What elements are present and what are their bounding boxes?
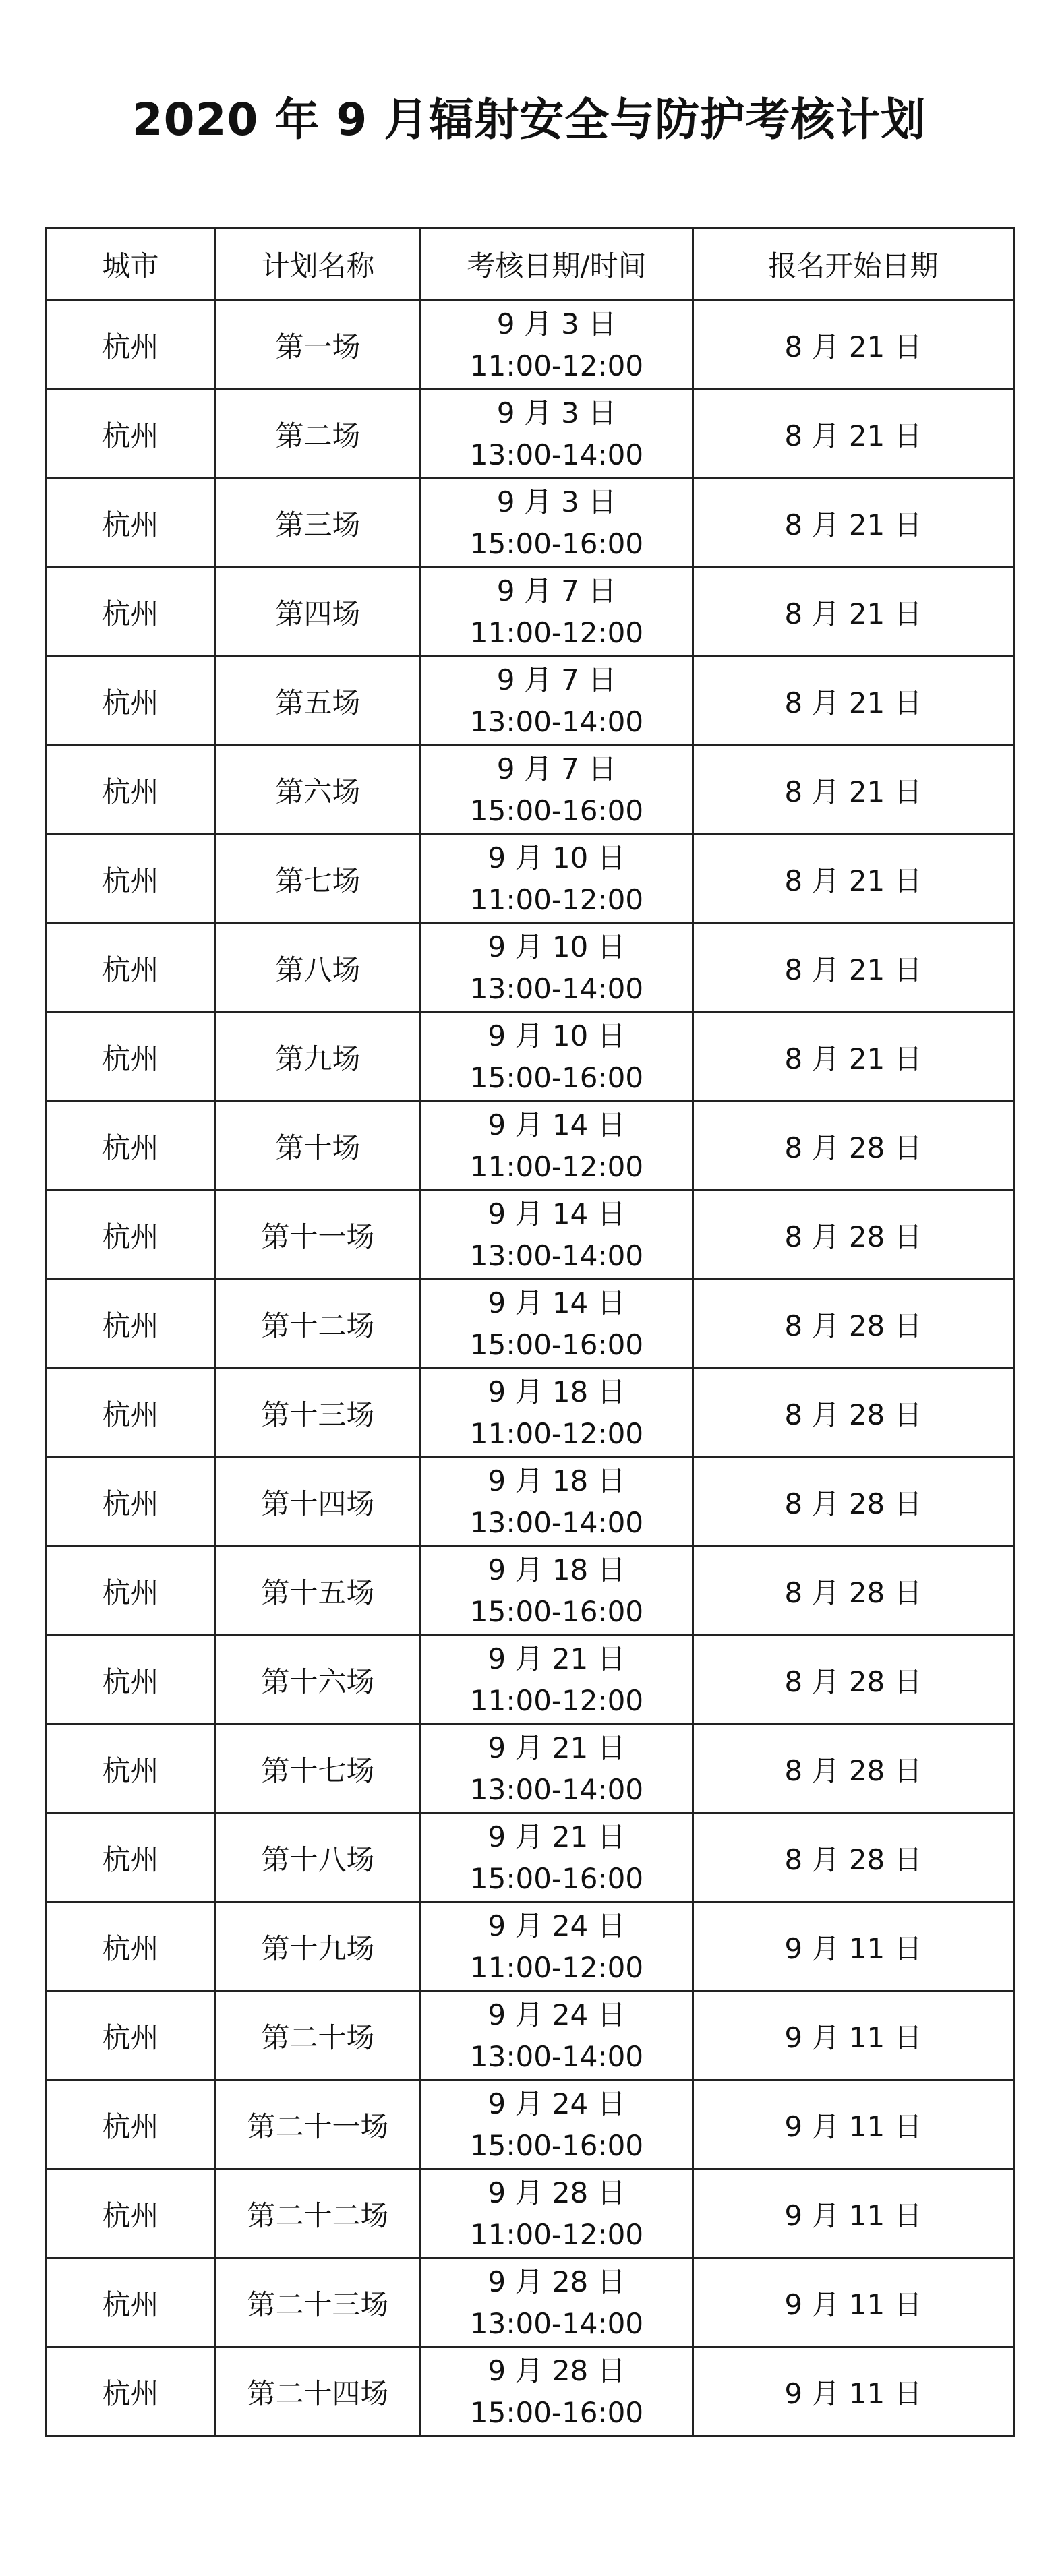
plan-name-cell: 第二十场 [216, 1991, 421, 2080]
exam-date-time-cell [421, 1903, 693, 1991]
exam-date-time-cell [421, 2258, 693, 2347]
exam-date-time-cell [421, 835, 693, 924]
exam-time: 11:00-12:00 [469, 2217, 644, 2251]
city-cell: 杭州 [46, 1903, 216, 1991]
plan-name-cell: 第八场 [216, 924, 421, 1013]
signup-start-date-cell: 8 月 21 日 [693, 568, 1014, 657]
city-cell: 杭州 [46, 479, 216, 568]
table-row [46, 1725, 1014, 1814]
header-exam-date-time: 考核日期/时间 [421, 229, 693, 301]
exam-time: 13:00-14:00 [469, 1505, 644, 1539]
table-row [46, 1991, 1014, 2080]
exam-date: 9 月 10 日 [488, 841, 626, 874]
exam-time: 15:00-16:00 [469, 1327, 644, 1361]
signup-start-date-cell: 8 月 21 日 [693, 924, 1014, 1013]
exam-time: 15:00-16:00 [469, 2395, 644, 2429]
exam-date-time-cell [421, 2169, 693, 2258]
plan-name-cell: 第十五场 [216, 1547, 421, 1636]
signup-start-date-cell: 9 月 11 日 [693, 2169, 1014, 2258]
plan-name-cell: 第四场 [216, 568, 421, 657]
exam-time: 13:00-14:00 [469, 2306, 644, 2340]
signup-start-date-cell: 9 月 11 日 [693, 1991, 1014, 2080]
plan-name-cell: 第二十二场 [216, 2169, 421, 2258]
city-cell: 杭州 [46, 924, 216, 1013]
city-cell: 杭州 [46, 1191, 216, 1280]
exam-date: 9 月 28 日 [488, 2265, 626, 2298]
exam-date-time-cell [421, 1636, 693, 1725]
exam-date: 9 月 24 日 [488, 1998, 626, 2031]
header-city: 城市 [46, 229, 216, 301]
table-row [46, 1458, 1014, 1547]
exam-date-time-cell [421, 301, 693, 390]
city-cell: 杭州 [46, 1636, 216, 1725]
signup-start-date-cell: 8 月 21 日 [693, 479, 1014, 568]
table-row [46, 835, 1014, 924]
plan-name-cell: 第十七场 [216, 1725, 421, 1814]
exam-date: 9 月 10 日 [488, 930, 626, 963]
table-row [46, 1636, 1014, 1725]
city-cell: 杭州 [46, 390, 216, 479]
signup-start-date-cell: 9 月 11 日 [693, 1903, 1014, 1991]
table-row [46, 1280, 1014, 1369]
exam-date: 9 月 21 日 [488, 1642, 626, 1675]
exam-time: 15:00-16:00 [469, 527, 644, 560]
exam-date: 9 月 18 日 [488, 1464, 626, 1497]
exam-date: 9 月 18 日 [488, 1553, 626, 1586]
exam-date: 9 月 28 日 [488, 2176, 626, 2209]
city-cell: 杭州 [46, 746, 216, 835]
city-cell: 杭州 [46, 1547, 216, 1636]
table-row [46, 1102, 1014, 1191]
exam-time: 13:00-14:00 [469, 438, 644, 471]
exam-time: 15:00-16:00 [469, 2128, 644, 2162]
table-row [46, 2258, 1014, 2347]
exam-date-time-cell [421, 1547, 693, 1636]
city-cell: 杭州 [46, 2169, 216, 2258]
exam-date: 9 月 7 日 [496, 574, 617, 607]
plan-name-cell: 第十三场 [216, 1369, 421, 1458]
plan-name-cell: 第一场 [216, 301, 421, 390]
signup-start-date-cell: 8 月 28 日 [693, 1369, 1014, 1458]
table-row [46, 2080, 1014, 2169]
signup-start-date-cell: 8 月 21 日 [693, 1013, 1014, 1102]
city-cell: 杭州 [46, 835, 216, 924]
header-signup-start-date: 报名开始日期 [693, 229, 1014, 301]
exam-time: 13:00-14:00 [469, 1772, 644, 1806]
city-cell: 杭州 [46, 1814, 216, 1903]
exam-date-time-cell [421, 924, 693, 1013]
exam-date: 9 月 10 日 [488, 1019, 626, 1052]
exam-date-time-cell [421, 1280, 693, 1369]
table-row [46, 568, 1014, 657]
signup-start-date-cell: 8 月 28 日 [693, 1458, 1014, 1547]
exam-date: 9 月 18 日 [488, 1375, 626, 1408]
city-cell: 杭州 [46, 1991, 216, 2080]
signup-start-date-cell: 8 月 28 日 [693, 1725, 1014, 1814]
exam-time: 11:00-12:00 [469, 1416, 644, 1450]
exam-time: 11:00-12:00 [469, 1950, 644, 1984]
city-cell: 杭州 [46, 1369, 216, 1458]
exam-schedule-table [45, 227, 1015, 2437]
plan-name-cell: 第九场 [216, 1013, 421, 1102]
signup-start-date-cell: 9 月 11 日 [693, 2347, 1014, 2436]
table-row [46, 390, 1014, 479]
header-plan-name: 计划名称 [216, 229, 421, 301]
city-cell: 杭州 [46, 657, 216, 746]
exam-date-time-cell [421, 1458, 693, 1547]
signup-start-date-cell: 8 月 21 日 [693, 746, 1014, 835]
exam-date: 9 月 3 日 [496, 396, 617, 429]
signup-start-date-cell: 8 月 21 日 [693, 390, 1014, 479]
exam-date: 9 月 24 日 [488, 2087, 626, 2120]
exam-date-time-cell [421, 1725, 693, 1814]
plan-name-cell: 第十场 [216, 1102, 421, 1191]
city-cell: 杭州 [46, 1280, 216, 1369]
exam-date-time-cell [421, 1102, 693, 1191]
plan-name-cell: 第二十四场 [216, 2347, 421, 2436]
exam-date: 9 月 21 日 [488, 1820, 626, 1853]
exam-date-time-cell [421, 2080, 693, 2169]
exam-date-time-cell [421, 568, 693, 657]
table-row [46, 2169, 1014, 2258]
exam-time: 13:00-14:00 [469, 1238, 644, 1272]
table-header [46, 229, 1014, 301]
exam-date-time-cell [421, 1814, 693, 1903]
table-row [46, 1013, 1014, 1102]
exam-date: 9 月 14 日 [488, 1108, 626, 1141]
plan-name-cell: 第十九场 [216, 1903, 421, 1991]
exam-date-time-cell [421, 746, 693, 835]
exam-date: 9 月 3 日 [496, 307, 617, 340]
table-row [46, 479, 1014, 568]
exam-date-time-cell [421, 657, 693, 746]
table-row [46, 657, 1014, 746]
exam-time: 13:00-14:00 [469, 2039, 644, 2073]
exam-date-time-cell [421, 390, 693, 479]
city-cell: 杭州 [46, 301, 216, 390]
header-row [46, 229, 1014, 301]
exam-date: 9 月 21 日 [488, 1731, 626, 1764]
exam-date: 9 月 7 日 [496, 663, 617, 696]
city-cell: 杭州 [46, 568, 216, 657]
exam-time: 11:00-12:00 [469, 1149, 644, 1183]
city-cell: 杭州 [46, 1102, 216, 1191]
plan-name-cell: 第二场 [216, 390, 421, 479]
signup-start-date-cell: 8 月 21 日 [693, 657, 1014, 746]
table-row [46, 1547, 1014, 1636]
signup-start-date-cell: 9 月 11 日 [693, 2080, 1014, 2169]
exam-date-time-cell [421, 479, 693, 568]
table-row [46, 1369, 1014, 1458]
city-cell: 杭州 [46, 2258, 216, 2347]
exam-time: 11:00-12:00 [469, 349, 644, 382]
exam-time: 15:00-16:00 [469, 793, 644, 827]
exam-time: 15:00-16:00 [469, 1594, 644, 1628]
exam-date: 9 月 14 日 [488, 1286, 626, 1319]
exam-date: 9 月 28 日 [488, 2354, 626, 2387]
plan-name-cell: 第五场 [216, 657, 421, 746]
table-row [46, 746, 1014, 835]
plan-name-cell: 第十二场 [216, 1280, 421, 1369]
signup-start-date-cell: 8 月 28 日 [693, 1102, 1014, 1191]
city-cell: 杭州 [46, 1725, 216, 1814]
plan-name-cell: 第二十一场 [216, 2080, 421, 2169]
exam-date-time-cell [421, 1013, 693, 1102]
exam-time: 11:00-12:00 [469, 882, 644, 916]
exam-date-time-cell [421, 2347, 693, 2436]
exam-date-time-cell [421, 1369, 693, 1458]
exam-time: 13:00-14:00 [469, 705, 644, 738]
exam-date-time-cell [421, 1991, 693, 2080]
exam-date: 9 月 7 日 [496, 752, 617, 785]
exam-date: 9 月 24 日 [488, 1909, 626, 1942]
plan-name-cell: 第三场 [216, 479, 421, 568]
exam-time: 13:00-14:00 [469, 971, 644, 1005]
table-row [46, 1191, 1014, 1280]
signup-start-date-cell: 8 月 21 日 [693, 835, 1014, 924]
plan-name-cell: 第七场 [216, 835, 421, 924]
city-cell: 杭州 [46, 1013, 216, 1102]
signup-start-date-cell: 8 月 28 日 [693, 1547, 1014, 1636]
exam-time: 11:00-12:00 [469, 1683, 644, 1717]
plan-name-cell: 第十六场 [216, 1636, 421, 1725]
page-title: 2020 年 9 月辐射安全与防护考核计划 [131, 94, 927, 146]
table-row [46, 1903, 1014, 1991]
signup-start-date-cell: 8 月 21 日 [693, 301, 1014, 390]
exam-date: 9 月 3 日 [496, 485, 617, 518]
table-row [46, 2347, 1014, 2436]
plan-name-cell: 第十四场 [216, 1458, 421, 1547]
signup-start-date-cell: 8 月 28 日 [693, 1280, 1014, 1369]
table-row [46, 301, 1014, 390]
city-cell: 杭州 [46, 1458, 216, 1547]
plan-name-cell: 第十八场 [216, 1814, 421, 1903]
table-row [46, 924, 1014, 1013]
exam-time: 15:00-16:00 [469, 1060, 644, 1094]
plan-name-cell: 第二十三场 [216, 2258, 421, 2347]
plan-name-cell: 第十一场 [216, 1191, 421, 1280]
exam-date-time-cell [421, 1191, 693, 1280]
signup-start-date-cell: 8 月 28 日 [693, 1814, 1014, 1903]
exam-date: 9 月 14 日 [488, 1197, 626, 1230]
exam-time: 15:00-16:00 [469, 1861, 644, 1895]
signup-start-date-cell: 8 月 28 日 [693, 1191, 1014, 1280]
exam-time: 11:00-12:00 [469, 616, 644, 649]
table-row [46, 1814, 1014, 1903]
plan-name-cell: 第六场 [216, 746, 421, 835]
city-cell: 杭州 [46, 2347, 216, 2436]
signup-start-date-cell: 8 月 28 日 [693, 1636, 1014, 1725]
signup-start-date-cell: 9 月 11 日 [693, 2258, 1014, 2347]
table-body [46, 301, 1014, 2436]
city-cell: 杭州 [46, 2080, 216, 2169]
